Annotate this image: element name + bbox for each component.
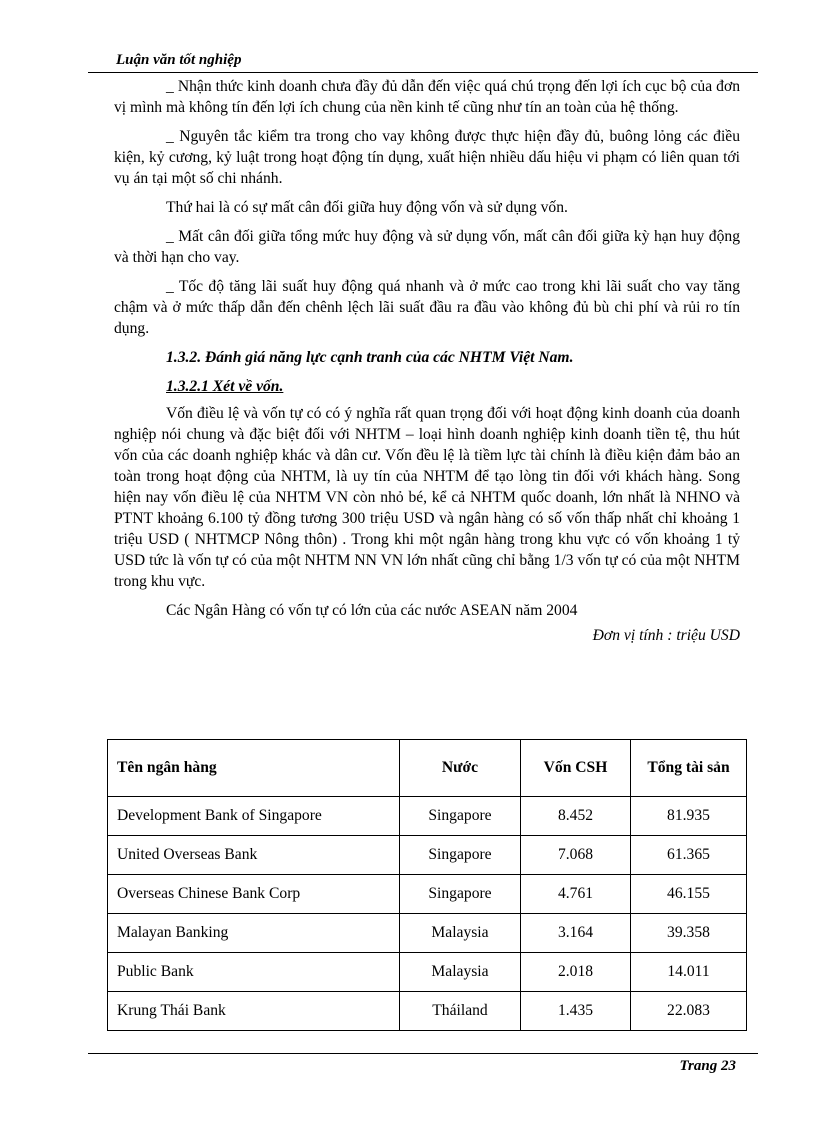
bank-name-cell: Krung Thái Bank bbox=[108, 992, 400, 1031]
total-assets-cell: 46.155 bbox=[631, 875, 747, 914]
unit-note: Đơn vị tính : triệu USD bbox=[592, 627, 740, 644]
table-row bbox=[108, 797, 747, 836]
bank-name-cell: Public Bank bbox=[108, 953, 400, 992]
page-number: Trang 23 bbox=[679, 1058, 736, 1074]
table-caption: Các Ngân Hàng có vốn tự có lớn của các nước ASEAN năm 2004 bbox=[166, 602, 578, 619]
table-header-row bbox=[108, 740, 747, 797]
paragraph: _ Tốc độ tăng lãi suất huy động quá nhanh và ở mức cao trong khi lãi suất cho vay tăng chậm và ở mức thấp dẫn đến chênh lệch lãi suất đầu ra đầu vào không đủ bù chi phí và rủi ro tín dụng. bbox=[114, 278, 740, 337]
page-body bbox=[114, 76, 740, 656]
paragraph: _ Nguyên tắc kiểm tra trong cho vay không được thực hiện đầy đủ, buông lỏng các điều kiện, kỷ cương, kỷ luật trong hoạt động tín dụng, xuất hiện nhiều dấu hiệu vi phạm có liên quan tới vụ án tại một số chi nhánh. bbox=[114, 128, 740, 187]
table-row bbox=[108, 836, 747, 875]
country-cell: Singapore bbox=[400, 875, 521, 914]
paragraph: _ Nhận thức kinh doanh chưa đầy đủ dẫn đến việc quá chú trọng đến lợi ích cục bộ của đơn vị mình mà không tín đến lợi ích chung của nền kinh tế cũng như tín an toàn của hệ thống. bbox=[114, 78, 740, 116]
paragraph: _ Mất cân đối giữa tổng mức huy động và sử dụng vốn, mất cân đối giữa kỳ hạn huy động và thời hạn cho vay. bbox=[114, 228, 740, 266]
equity-cell: 1.435 bbox=[521, 992, 631, 1031]
total-assets-cell: 14.011 bbox=[631, 953, 747, 992]
table-row bbox=[108, 992, 747, 1031]
equity-cell: 4.761 bbox=[521, 875, 631, 914]
bank-name-cell: Overseas Chinese Bank Corp bbox=[108, 875, 400, 914]
column-header-total-assets: Tổng tài sản bbox=[631, 740, 747, 797]
country-cell: Tháiland bbox=[400, 992, 521, 1031]
country-cell: Malaysia bbox=[400, 914, 521, 953]
equity-cell: 7.068 bbox=[521, 836, 631, 875]
total-assets-cell: 61.365 bbox=[631, 836, 747, 875]
body-paragraph: Vốn điều lệ và vốn tự có có ý nghĩa rất quan trọng đối với hoạt động kinh doanh của doanh nghiệp nói chung và đặc biệt đối với NHTM – loại hình doanh nghiệp kinh doanh tiền tệ, thu hút vốn của các doanh nghiệp khác và dân cư. Vốn đều lệ là tiềm lực tài chính là điều kiện đảm bảo an toàn trong hoạt động của NHTM, là uy tín của NHTM để tạo lòng tin đối với khách hàng. Song hiện nay vốn điều lệ của NHTM VN còn nhỏ bé, kể cả NHTM quốc doanh, lớn nhất là NHNO và PTNT khoảng 6.100 tỷ đồng tương 300 triệu USD và ngân hàng có số vốn thấp nhất chỉ khoảng 1 triệu USD ( NHTMCP Nông thôn) . Trong khi một ngân hàng trong khu vực có vốn khoảng 1 tỷ USD tức là vốn tự có của một NHTM NN VN lớn nhất cũng chỉ bằng 1/3 vốn tự có của một NHTM trong khu vực. bbox=[114, 405, 740, 590]
footer-divider bbox=[88, 1053, 758, 1054]
bank-name-cell: Malayan Banking bbox=[108, 914, 400, 953]
equity-cell: 3.164 bbox=[521, 914, 631, 953]
bank-name-cell: Development Bank of Singapore bbox=[108, 797, 400, 836]
equity-cell: 2.018 bbox=[521, 953, 631, 992]
table-row bbox=[108, 953, 747, 992]
total-assets-cell: 81.935 bbox=[631, 797, 747, 836]
total-assets-cell: 22.083 bbox=[631, 992, 747, 1031]
paragraph: Thứ hai là có sự mất cân đối giữa huy động vốn và sử dụng vốn. bbox=[166, 199, 568, 216]
table-row bbox=[108, 875, 747, 914]
bank-name-cell: United Overseas Bank bbox=[108, 836, 400, 875]
column-header-equity: Vốn CSH bbox=[521, 740, 631, 797]
country-cell: Malaysia bbox=[400, 953, 521, 992]
equity-cell: 8.452 bbox=[521, 797, 631, 836]
subsection-heading: 1.3.2.1 Xét về vốn. bbox=[166, 378, 284, 395]
column-header-country: Nước bbox=[400, 740, 521, 797]
banks-table bbox=[107, 739, 747, 1031]
total-assets-cell: 39.358 bbox=[631, 914, 747, 953]
document-header-title: Luận văn tốt nghiệp bbox=[116, 52, 242, 68]
country-cell: Singapore bbox=[400, 836, 521, 875]
header-divider bbox=[88, 72, 758, 73]
table-row bbox=[108, 914, 747, 953]
country-cell: Singapore bbox=[400, 797, 521, 836]
section-heading: 1.3.2. Đánh giá năng lực cạnh tranh của các NHTM Việt Nam. bbox=[166, 349, 574, 366]
column-header-bank-name: Tên ngân hàng bbox=[108, 740, 400, 797]
